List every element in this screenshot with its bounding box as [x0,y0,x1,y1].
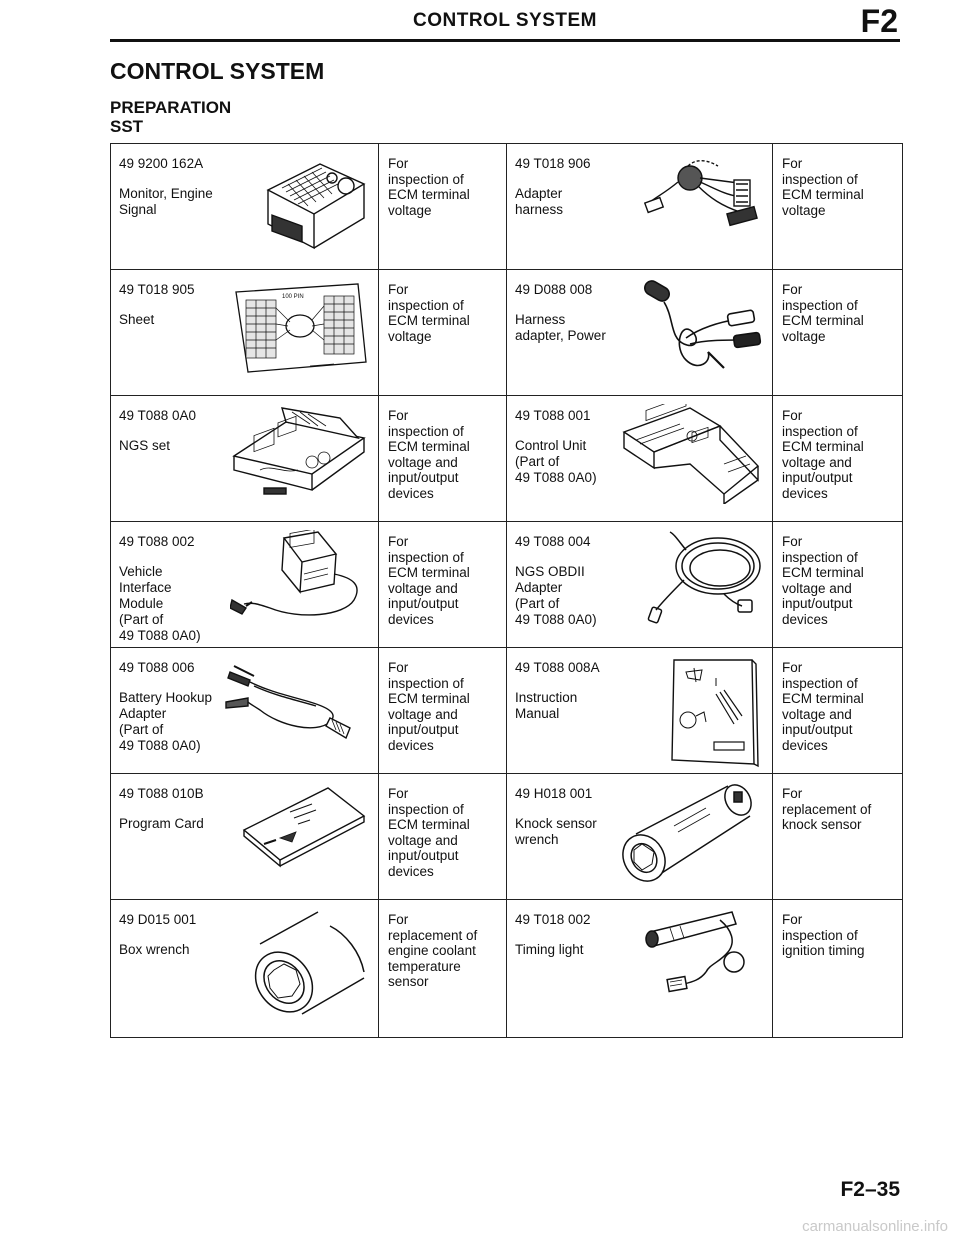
tool-cell [111,900,379,1038]
sst-heading: SST [110,117,144,136]
section-subtitle [110,98,231,136]
tool-name: Knock sensor wrench [515,816,597,847]
tool-number: 49 T088 0A0 [119,408,197,423]
tool-number: 49 D015 001 [119,912,197,927]
tool-cell [111,396,379,522]
tool-name: NGS OBDII Adapter (Part of 49 T088 0A0) [515,564,597,627]
table-row [111,270,903,396]
tool-purpose: For inspection of ECM terminal voltage [388,156,470,218]
tool-number: 49 T018 905 [119,282,195,297]
purpose-cell [379,144,507,270]
pin-sheet-caption: 100 PIN [282,294,304,300]
monitor-box-icon [258,152,370,252]
coiled-cable-icon [634,530,764,630]
tool-name: Timing light [515,942,584,957]
tool-purpose: For inspection of ECM terminal voltage and input/output devices [782,534,864,627]
tool-number: 49 T088 001 [515,408,591,423]
table-row [111,144,903,270]
tool-number: 49 D088 008 [515,282,593,297]
tool-number: 49 T088 010B [119,786,204,801]
pin-sheet-icon [230,278,370,378]
power-harness-icon [624,278,764,378]
purpose-cell [773,648,903,774]
tool-name: Program Card [119,816,204,831]
purpose-cell [773,144,903,270]
tool-number: 49 H018 001 [515,786,593,801]
purpose-cell [379,396,507,522]
tool-name: Vehicle Interface Module (Part of 49 T088 0A0) [119,564,201,643]
tool-purpose: For replacement of engine coolant temperature sensor [388,912,478,989]
preparation-heading: PREPARATION [110,98,232,117]
purpose-cell [379,774,507,900]
tool-purpose: For inspection of ECM terminal voltage and input/output devices [388,534,470,627]
tool-name: Battery Hookup Adapter (Part of 49 T088 0A0) [119,690,213,753]
purpose-cell [773,522,903,648]
harness-connector-icon [644,152,764,242]
tool-purpose: For inspection of ECM terminal voltage and input/output devices [782,660,864,753]
tool-number: 49 T088 008A [515,660,600,675]
tool-purpose: For inspection of ECM terminal voltage [782,282,864,344]
tool-cell [507,522,773,648]
purpose-cell [379,900,507,1038]
tool-name: Monitor, Engine Signal [119,186,213,217]
watermark: carmanualsonline.info [802,1218,948,1235]
table-row [111,522,903,648]
tool-number: 49 T088 002 [119,534,195,549]
manual-book-icon [664,656,764,768]
purpose-cell [773,396,903,522]
timing-light-icon [640,908,764,1008]
tool-purpose: For inspection of ECM terminal voltage [388,282,470,344]
tool-purpose: For inspection of ECM terminal voltage and input/output devices [388,786,470,879]
box-wrench-icon [246,908,370,1020]
section-code: F2 [860,3,898,39]
tool-cell [507,774,773,900]
tool-purpose: For replacement of knock sensor [782,786,872,832]
running-title: CONTROL SYSTEM [413,10,597,31]
battery-clamp-icon [220,656,370,746]
interface-module-icon [230,530,370,630]
tool-number: 49 T088 004 [515,534,591,549]
purpose-cell [773,270,903,396]
tool-name: Box wrench [119,942,190,957]
purpose-cell [379,648,507,774]
page-title: CONTROL SYSTEM [110,58,325,84]
tool-name: Instruction Manual [515,690,578,721]
tool-name: Adapter harness [515,186,564,217]
tool-purpose: For inspection of ECM terminal voltage and input/output devices [388,660,470,753]
table-row [111,396,903,522]
running-header [110,0,900,42]
table-row [111,648,903,774]
tool-number: 49 T018 002 [515,912,591,927]
tool-cell [111,522,379,648]
tool-cell [507,396,773,522]
tool-number: 49 T088 006 [119,660,195,675]
tool-number: 49 T018 906 [515,156,591,171]
purpose-cell [379,270,507,396]
tool-number: 49 9200 162A [119,156,204,171]
tool-cell [507,270,773,396]
tool-purpose: For inspection of ignition timing [782,912,865,958]
tool-cell [111,774,379,900]
tool-case-icon [220,404,370,508]
tool-name: NGS set [119,438,171,453]
tool-cell [111,270,379,396]
tool-cell [507,144,773,270]
purpose-cell [773,774,903,900]
sst-table [110,143,903,1038]
tool-name: Harness adapter, Power [515,312,606,343]
program-card-icon [240,782,370,878]
table-row [111,900,903,1038]
tool-name: Control Unit (Part of 49 T088 0A0) [515,438,597,485]
tool-purpose: For inspection of ECM terminal voltage [782,156,864,218]
control-unit-icon [620,404,764,504]
tool-cell [507,648,773,774]
purpose-cell [773,900,903,1038]
tool-name: Sheet [119,312,155,327]
tool-purpose: For inspection of ECM terminal voltage and input/output devices [388,408,470,501]
tool-cell [111,648,379,774]
purpose-cell [379,522,507,648]
tool-purpose: For inspection of ECM terminal voltage and input/output devices [782,408,864,501]
tool-cell [507,900,773,1038]
table-row [111,774,903,900]
page-number: F2–35 [840,1178,900,1201]
socket-wrench-icon [620,782,764,890]
tool-cell [111,144,379,270]
